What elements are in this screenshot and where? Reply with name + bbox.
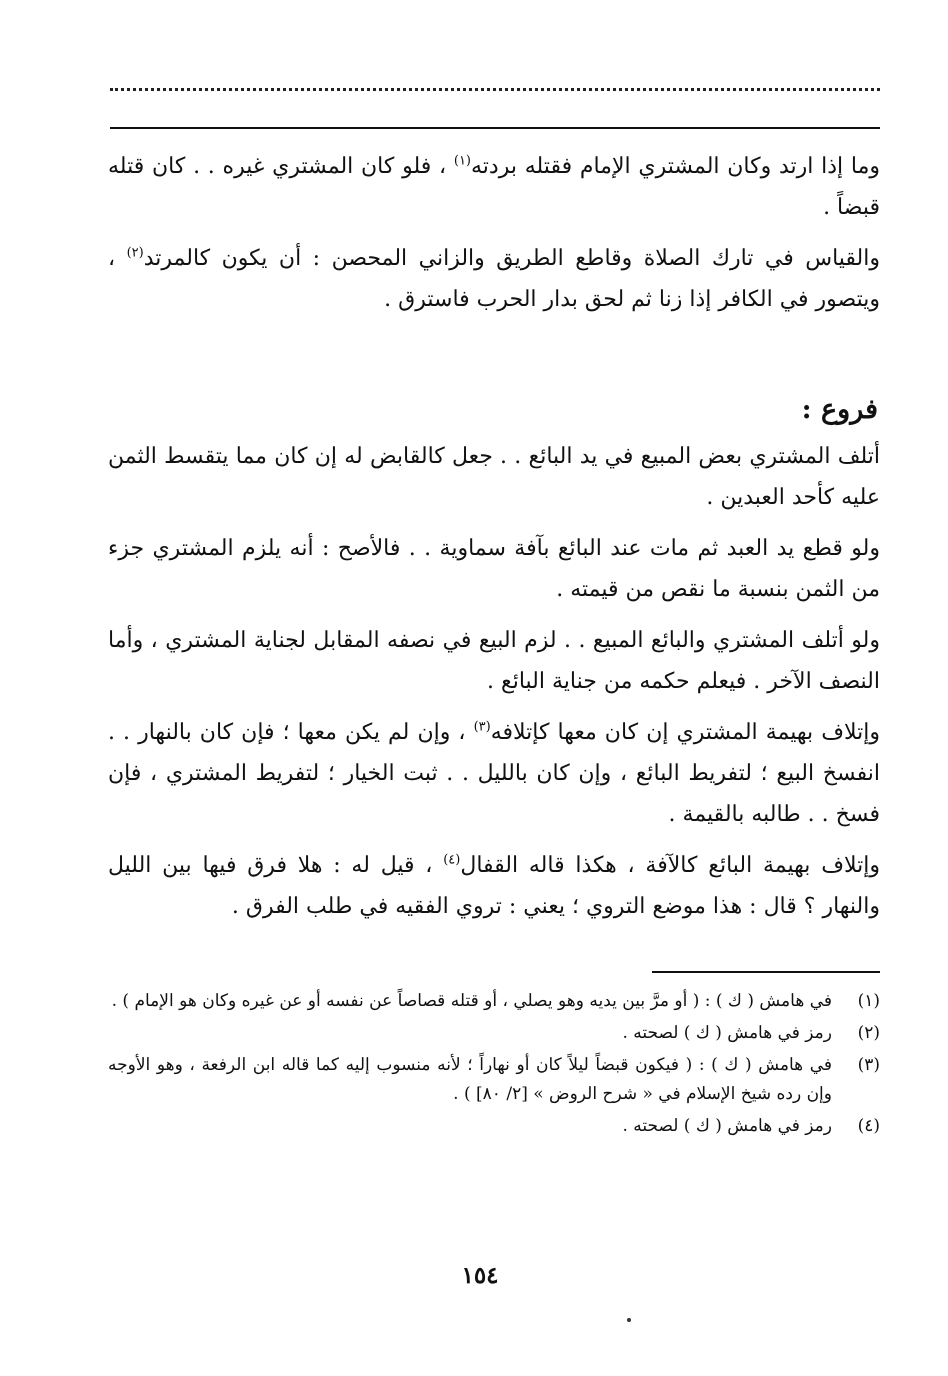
paragraph xyxy=(108,620,880,702)
paragraph-text: والقياس في تارك الصلاة وقاطع الطريق والزاني المحصن : أن يكون كالمرتد xyxy=(143,246,880,271)
footnote-text: رمز في هامش ( ك ) لصحته . xyxy=(622,1116,832,1136)
footnote-ref: (٤) xyxy=(443,852,461,868)
footnote xyxy=(108,1112,880,1141)
footnote-number: (١) xyxy=(857,991,880,1011)
section-text-block xyxy=(108,436,880,927)
page-number: ١٥٤ xyxy=(461,1262,499,1289)
footnote xyxy=(108,1019,880,1048)
footnote-number: (٤) xyxy=(857,1116,880,1136)
dotted-rule xyxy=(110,88,880,91)
footnote-ref: (١) xyxy=(453,153,471,169)
footnotes xyxy=(108,987,880,1144)
footnote-ref: (٢) xyxy=(126,245,144,261)
footnote-ref: (٣) xyxy=(473,719,491,735)
print-speck xyxy=(627,1318,631,1322)
footnote-rule xyxy=(652,971,880,973)
paragraph xyxy=(108,436,880,518)
footnote-number: (٢) xyxy=(857,1023,880,1043)
paragraph-text: ، وإن لم يكن معها ؛ فإن كان بالنهار . . انفسخ البيع ؛ لتفريط البائع ، وإن كان بالليل . . ثبت الخيار ؛ لتفريط المشتري ، فإن فسخ . . طالبه بالقيمة . xyxy=(108,720,880,827)
footnote-text: في هامش ( ك ) : ( أو مرَّ بين يديه وهو يصلي ، أو قتله قصاصاً عن نفسه أو عن غيره وكان هو الإمام ) . xyxy=(111,991,832,1011)
paragraph xyxy=(108,845,880,927)
section-heading: فروع : xyxy=(801,394,878,425)
paragraph xyxy=(108,712,880,835)
footnote-number: (٣) xyxy=(857,1055,880,1075)
footnote-text: رمز في هامش ( ك ) لصحته . xyxy=(622,1023,832,1043)
footnote xyxy=(108,1051,880,1109)
paragraph-text: ولو أتلف المشتري والبائع المبيع . . لزم البيع في نصفه المقابل لجناية المشتري ، وأما النصف الآخر . فيعلم حكمه من جناية البائع . xyxy=(108,628,880,694)
paragraph-text: ولو قطع يد العبد ثم مات عند البائع بآفة سماوية . . فالأصح : أنه يلزم المشتري جزء من الثمن بنسبة ما نقص من قيمته . xyxy=(108,536,880,602)
footnote-text: في هامش ( ك ) : ( فيكون قبضاً ليلاً كان أو نهاراً ؛ لأنه منسوب إليه كما قاله ابن الرفعة ، وهو الأوجه وإن رده شيخ الإسلام في « شرح الروض » [٢/ ٨٠] ) . xyxy=(108,1055,832,1104)
paragraph xyxy=(108,146,880,228)
paragraph xyxy=(108,528,880,610)
paragraph-text: ، قيل له : هلا فرق فيها بين الليل والنهار ؟ قال : هذا موضع التروي ؛ يعني : تروي الفقيه في طلب الفرق . xyxy=(108,853,880,919)
paragraph-text: ، ويتصور في الكافر إذا زنا ثم لحق بدار الحرب فاسترق . xyxy=(108,246,880,312)
paragraph-text: وإتلاف بهيمة المشتري إن كان معها كإتلافه xyxy=(490,720,880,745)
paragraph-text: وإتلاف بهيمة البائع كالآفة ، هكذا قاله القفال xyxy=(460,853,880,878)
paragraph xyxy=(108,238,880,320)
footnote xyxy=(108,987,880,1016)
paragraph-text: وما إذا ارتد وكان المشتري الإمام فقتله بردته xyxy=(471,154,880,179)
paragraph-text: أتلف المشتري بعض المبيع في يد البائع . . جعل كالقابض له إن كان مما يتقسط الثمن عليه كأحد العبدين . xyxy=(108,444,880,510)
paragraph-text: ، فلو كان المشتري غيره . . كان قتله قبضاً . xyxy=(108,154,880,220)
header-rule xyxy=(110,127,880,129)
continued-text-block xyxy=(108,146,880,320)
header-dotted-line xyxy=(110,78,880,102)
